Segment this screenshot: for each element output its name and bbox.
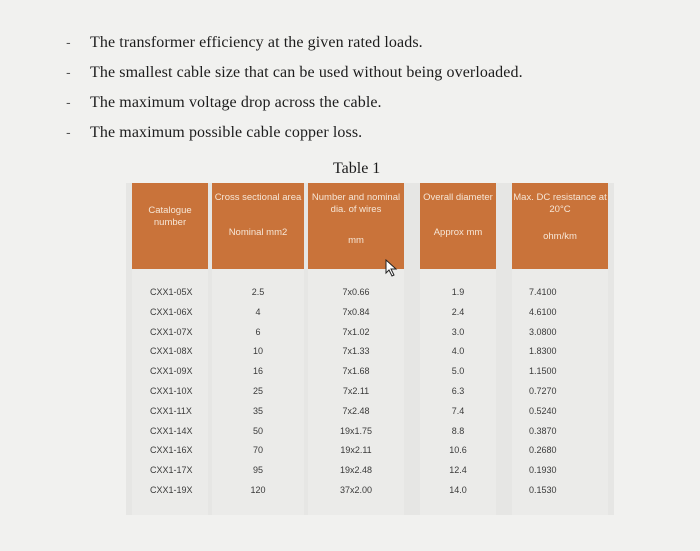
cell-resistance: 1.8300 (529, 346, 557, 357)
column-header (512, 183, 608, 269)
cell-resistance: 0.5240 (529, 405, 557, 416)
table-title: Table 1 (333, 160, 381, 177)
cell-wires: 19x2.11 (340, 445, 372, 456)
column-header-text: Max. DC resistance at 20°C (513, 192, 607, 215)
cell-diameter: 14.0 (449, 485, 467, 495)
cell-resistance: 1.1500 (529, 366, 557, 377)
cell-wires: 7x1.68 (342, 366, 370, 377)
cell-resistance: 0.7270 (529, 386, 557, 396)
cell-diameter: 10.6 (449, 445, 467, 456)
list-item-text: The maximum voltage drop across the cable. (90, 94, 382, 111)
cell-area: 120 (250, 485, 266, 495)
cell-diameter: 5.0 (451, 366, 465, 377)
list-item-text: The smallest cable size that can be used without being overloaded. (90, 64, 523, 81)
cell-diameter: 2.4 (451, 306, 465, 317)
column-cross-sectional-area (212, 183, 304, 515)
cell-resistance: 0.1930 (529, 465, 557, 476)
column-subheader-text: ohm/km (543, 231, 577, 242)
cell-area: 25 (252, 386, 263, 396)
list-item (66, 88, 523, 118)
cell-area: 95 (252, 465, 263, 476)
cell-resistance: 0.1530 (529, 485, 557, 495)
cable-table (126, 183, 614, 515)
column-header (420, 183, 496, 269)
cell-wires: 19x2.48 (339, 465, 373, 476)
mouse-cursor-icon (384, 259, 400, 277)
column-overall-diameter (420, 183, 496, 515)
cell-area: 6 (255, 326, 261, 337)
column-header-text: Catalogue number (148, 205, 192, 228)
cell-wires: 7x2.48 (342, 405, 370, 416)
cell-catalogue: CXX1-09X (150, 366, 193, 377)
cell-catalogue: CXX1-17X (150, 465, 193, 476)
bullet-marker: - (66, 95, 71, 111)
list-item-text: The maximum possible cable copper loss. (90, 124, 363, 141)
column-header (132, 183, 208, 269)
cell-diameter: 4.0 (451, 346, 465, 357)
cell-resistance: 3.0800 (529, 326, 557, 337)
cell-resistance: 4.6100 (529, 306, 557, 317)
cell-area: 50 (252, 425, 263, 436)
column-header-text: Overall diameter (423, 192, 493, 203)
cell-resistance: 0.3870 (529, 425, 557, 436)
cell-catalogue: CXX1-08X (150, 346, 193, 357)
cell-area: 16 (252, 366, 263, 377)
bullet-marker: - (66, 35, 71, 51)
cell-resistance: 7.4100 (529, 287, 557, 297)
cell-area: 35 (252, 405, 263, 416)
cell-catalogue: CXX1-10X (150, 386, 193, 396)
cell-catalogue: CXX1-16X (150, 445, 193, 456)
column-wires (308, 183, 404, 515)
cell-wires: 7x2.11 (342, 386, 370, 396)
cell-wires: 19x1.75 (339, 425, 373, 436)
cell-catalogue: CXX1-06X (150, 306, 193, 317)
cell-area: 70 (252, 445, 263, 456)
list-item (66, 28, 523, 58)
cell-diameter: 12.4 (449, 465, 467, 476)
cell-wires: 7x1.02 (342, 326, 370, 337)
bullet-marker: - (66, 125, 71, 141)
cell-catalogue: CXX1-14X (150, 425, 193, 436)
cell-area: 2.5 (251, 287, 265, 297)
column-subheader-text: Approx mm (433, 227, 483, 238)
list-item (66, 118, 523, 148)
cell-diameter: 3.0 (451, 326, 465, 337)
cell-diameter: 6.3 (451, 386, 465, 396)
list-item-text: The transformer efficiency at the given rated loads. (90, 34, 423, 51)
column-max-dc-resistance (512, 183, 608, 515)
column-header-text: Number and nominal dia. of wires (311, 192, 401, 215)
column-subheader-text: Nominal mm2 (228, 227, 288, 238)
column-catalogue-number (132, 183, 208, 515)
bullet-marker: - (66, 65, 71, 81)
cell-diameter: 8.8 (451, 425, 465, 436)
cell-area: 10 (252, 346, 263, 357)
cell-catalogue: CXX1-19X (150, 485, 193, 495)
cell-resistance: 0.2680 (529, 445, 557, 456)
question-list (66, 28, 523, 148)
cell-wires: 7x1.33 (342, 346, 370, 357)
cell-wires: 7x0.84 (342, 306, 370, 317)
cell-wires: 37x2.00 (339, 485, 373, 495)
cell-diameter: 1.9 (451, 287, 465, 297)
cell-wires: 7x0.66 (342, 287, 370, 297)
cell-catalogue: CXX1-11X (150, 405, 192, 416)
column-subheader-text: mm (348, 235, 364, 246)
cell-catalogue: CXX1-05X (150, 287, 193, 297)
column-header (212, 183, 304, 269)
cell-catalogue: CXX1-07X (150, 326, 193, 337)
list-item (66, 58, 523, 88)
column-header (308, 183, 404, 269)
column-header-text: Cross sectional area (214, 192, 302, 203)
cell-area: 4 (255, 306, 261, 317)
cell-diameter: 7.4 (451, 405, 465, 416)
